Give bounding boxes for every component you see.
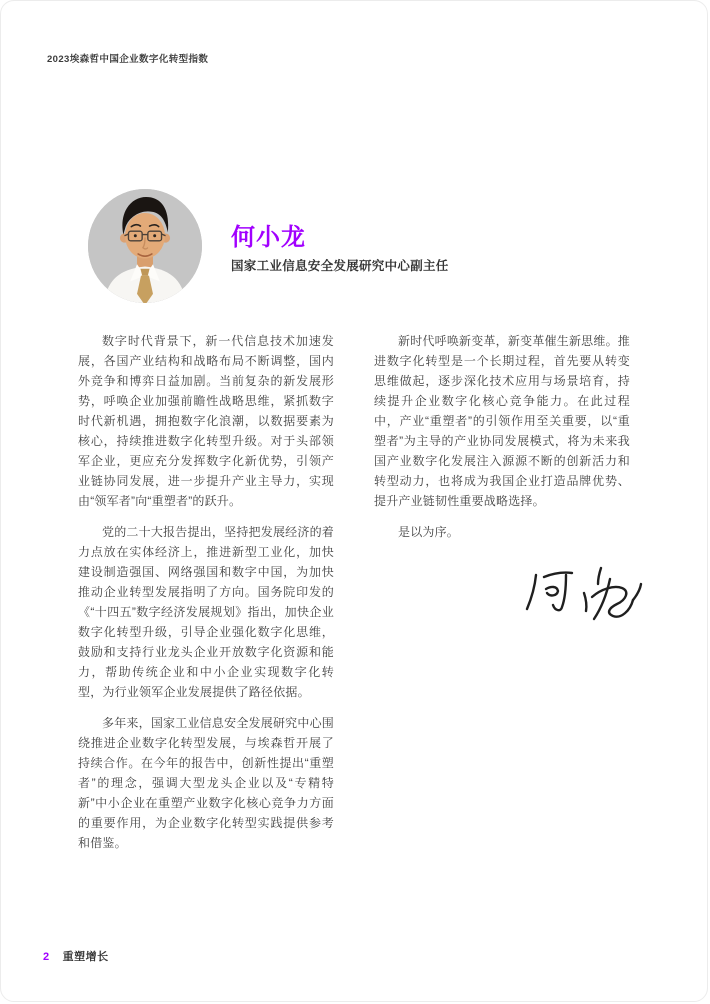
- person-name: 何小龙: [231, 224, 306, 251]
- closing-line: 是以为序。: [398, 525, 460, 539]
- profile-photo: [88, 189, 202, 303]
- left-column: [78, 331, 334, 864]
- portrait-photo: [88, 189, 202, 303]
- page-footer: [43, 948, 109, 964]
- paragraph-3: 多年来，国家工业信息安全发展研究中心围绕推进企业数字化转型发展，与埃森哲开展了持续合作。在今年的报告中，创新性提出“重塑者”的理念，强调大型龙头企业以及“专精特新”中小企业在重塑产业数字化核心竞争力方面的重要作用，为企业数字化转型实践提供参考和借鉴。: [78, 716, 334, 850]
- paragraph-1: 数字时代背景下，新一代信息技术加速发展，各国产业结构和战略布局不断调整，国内外竞争和博弈日益加剧。当前复杂的新发展形势，呼唤企业加强前瞻性战略思维，紧抓数字时代新机遇，拥抱数字化浪潮，以数据要素为核心，持续推进数字化转型升级。对于头部领军企业，更应充分发挥数字化新优势，引领产业链协同发展，进一步提升产业主导力，实现由“领军者”向“重塑者”的跃升。: [78, 334, 334, 508]
- report-header-title: 2023埃森哲中国企业数字化转型指数: [47, 54, 209, 65]
- signature-strokes: [506, 553, 656, 633]
- page-number: 2: [43, 951, 50, 963]
- person-title: 国家工业信息安全发展研究中心副主任: [231, 259, 449, 273]
- paragraph-2: 党的二十大报告提出，坚持把发展经济的着力点放在实体经济上，推进新型工业化，加快建设制造强国、网络强国和数字中国，为加快推动企业转型发展指明了方向。国务院印发的《“十四五”数字经济发展规划》指出，加快企业数字化转型升级，引导企业强化数字化思维，鼓励和支持行业龙头企业开放数字化资源和能力，帮助传统企业和中小企业实现数字化转型，为行业领军企业发展提供了路径依据。: [78, 525, 334, 699]
- footer-label: 重塑增长: [62, 951, 109, 963]
- handwritten-signature: [506, 553, 656, 633]
- paragraph-4: 新时代呼唤新变革，新变革催生新思维。推进数字化转型是一个长期过程，首先要从转变思维做起，逐步深化技术应用与场景培育，持续提升企业数字化核心竞争能力。在此过程中，产业“重塑者”的引领作用至关重要，以“重塑者”为主导的产业协同发展模式，将为未来我国产业数字化发展注入源源不断的创新活力和转型动力，也将成为我国企业打造品牌优势、提升产业链韧性重要战略选择。: [374, 334, 630, 508]
